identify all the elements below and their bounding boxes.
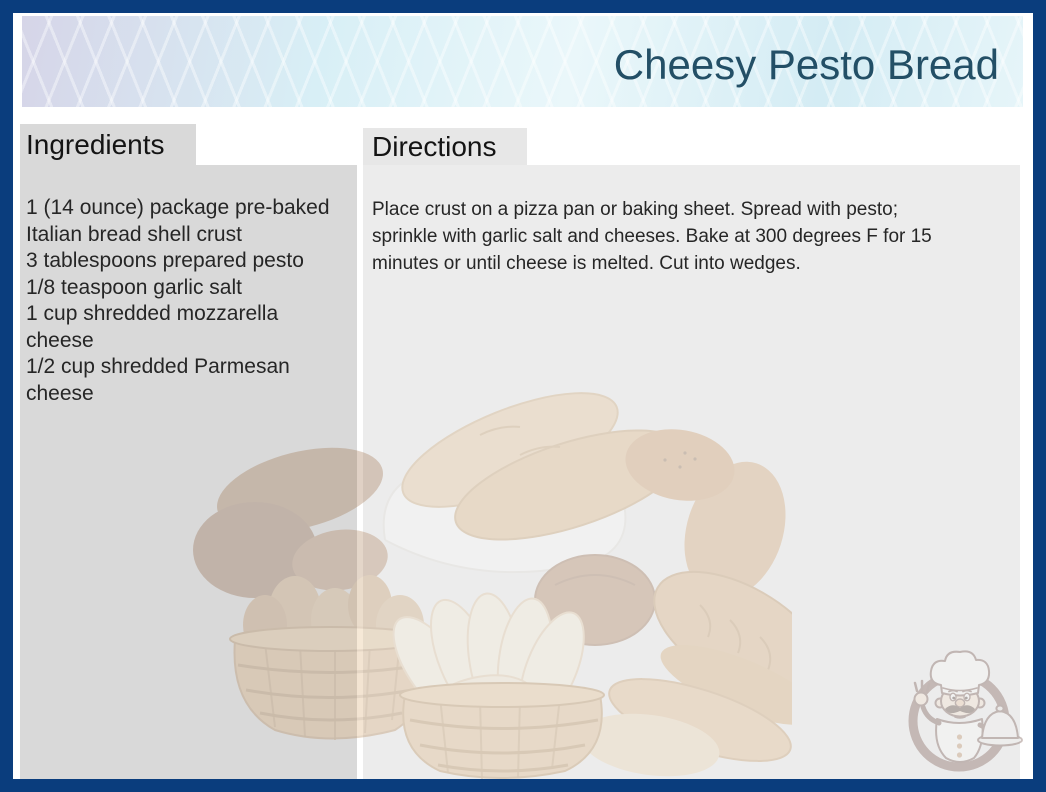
ingredient-item: 3 tablespoons prepared pesto [26, 249, 304, 272]
ingredient-item: 1/8 teaspoon garlic salt [26, 275, 242, 299]
directions-heading-tab [363, 128, 527, 165]
header-banner [22, 16, 1023, 107]
ingredient-item: 1 (14 ounce) package pre-baked Italian bread shell crust [26, 196, 330, 246]
chef-mascot-logo-watermark [899, 645, 1025, 779]
ingredients-list [26, 195, 346, 407]
directions-heading: Directions [372, 130, 497, 162]
ingredients-heading: Ingredients [26, 128, 165, 160]
ingredients-heading-tab [20, 124, 196, 165]
directions-text: Place crust on a pizza pan or baking sheet. Spread with pesto; sprinkle with garlic salt and cheeses. Bake at 300 degrees F for 15 minutes or until cheese is melted. Cut into wedges. [372, 199, 932, 274]
ingredient-item: 1/2 cup shredded Parmesan cheese [26, 355, 290, 405]
page-title: Cheesy Pesto Bread [613, 40, 999, 88]
ingredient-item: 1 cup shredded mozzarella cheese [26, 302, 279, 352]
bread-basket-collage-watermark [180, 375, 792, 781]
